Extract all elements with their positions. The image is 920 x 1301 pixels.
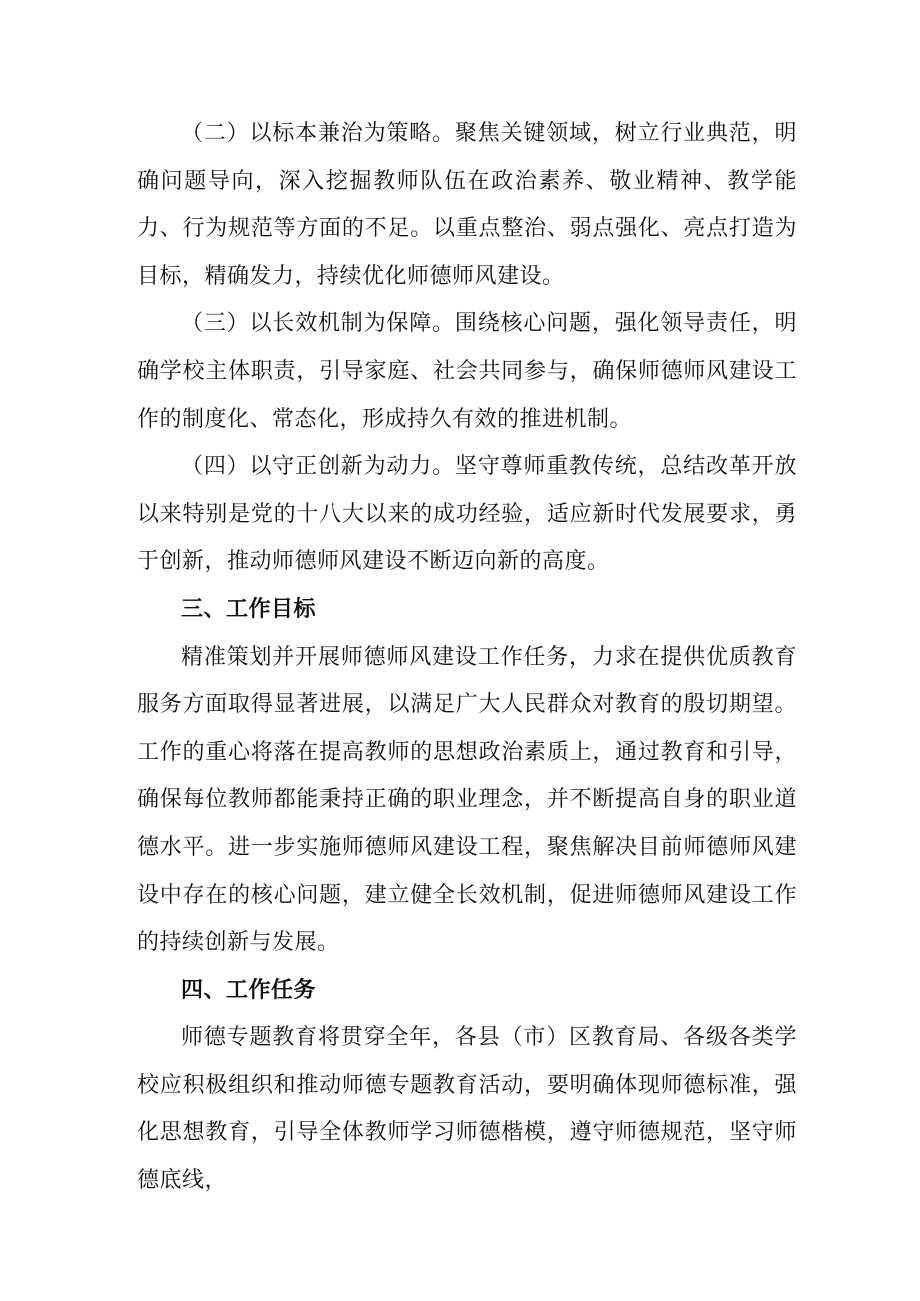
paragraph-goals: 精准策划并开展师德师风建设工作任务，力求在提供优质教育服务方面取得显著进展，以满足广大人民群众对教育的殷切期望。工作的重心将落在提高教师的思想政治素质上，通过教育和引导，确保每位教师都能秉持正确的职业理念，并不断提高自身的职业道德水平。进一步实施师德师风建设工程，聚焦解决目前师德师风建设中存在的核心问题，建立健全长效机制，促进师德师风建设工作的持续创新与发展。 <box>137 644 797 956</box>
paragraph-tasks: 师德专题教育将贯穿全年，各县（市）区教育局、各级各类学校应积极组织和推动师德专题教育活动，要明确体现师德标准，强化思想教育，引导全体教师学习师德楷模，遵守师德规范，坚守师德底线， <box>137 1025 797 1194</box>
section-heading-goals: 三、工作目标 <box>181 596 317 622</box>
paragraph-innovation: （四）以守正创新为动力。坚守尊师重教传统，总结改革开放以来特别是党的十八大以来的成功经验，适应新时代发展要求，勇于创新，推动师德师风建设不断迈向新的高度。 <box>137 454 797 575</box>
document-body <box>137 110 797 1205</box>
paragraph-strategy: （二）以标本兼治为策略。聚焦关键领域，树立行业典范，明确问题导向，深入挖掘教师队伍在政治素养、敬业精神、教学能力、行为规范等方面的不足。以重点整治、弱点强化、亮点打造为目标，精确发力，持续优化师德师风建设。 <box>137 121 797 289</box>
section-heading-tasks: 四、工作任务 <box>181 977 317 1003</box>
paragraph-mechanism: （三）以长效机制为保障。围绕核心问题，强化领导责任，明确学校主体职责，引导家庭、社会共同参与，确保师德师风建设工作的制度化、常态化，形成持久有效的推进机制。 <box>137 311 797 432</box>
